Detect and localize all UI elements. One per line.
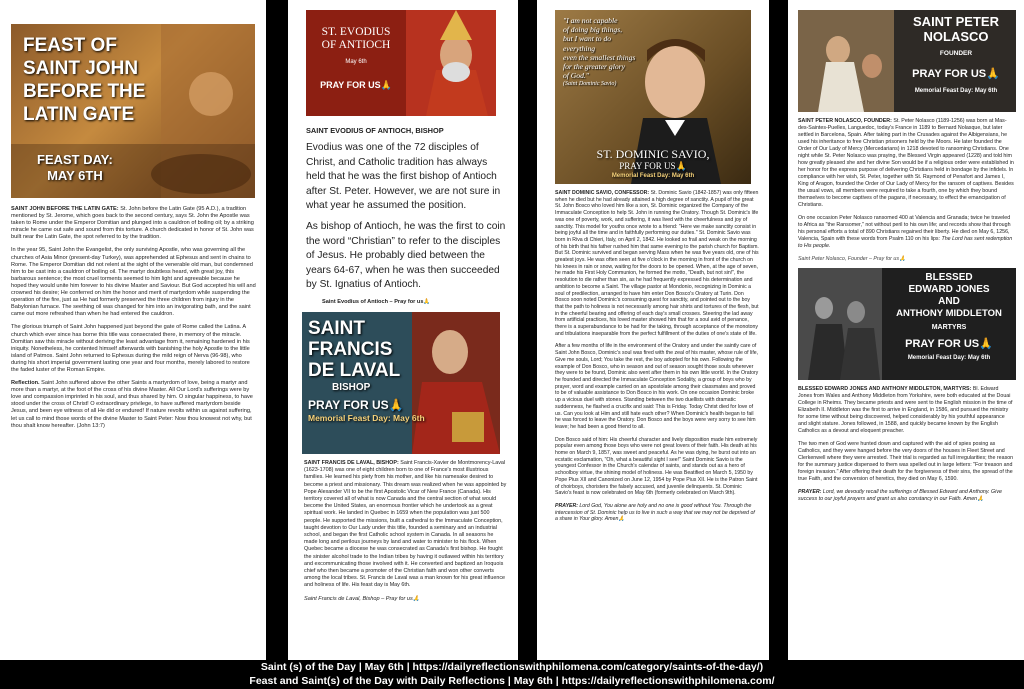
lead: SAINT PETER NOLASCO, FOUNDER: xyxy=(798,118,892,124)
banner-jones-middleton xyxy=(798,268,1016,380)
column-evodius-laval xyxy=(288,0,518,660)
feast-day: Memorial Feast Day: May 6th xyxy=(907,355,991,361)
lead: Reflection. xyxy=(11,380,40,387)
banner-line-2: OF ANTIOCH xyxy=(321,39,391,51)
lead: SAINT JOHN BEFORE THE LATIN GATE: xyxy=(11,206,119,212)
paragraph: After a few months of life in the environment of the Oratory and under the saintly care of Saint John Bosco, Dominic's soul was fired with the zeal of his master, whose rule of life, Give me souls, Lord; You take the rest, the boy adopted for his own. Following the example of Don Bosco, who in season and out of season sought those souls wherever they were to be found, Dominic also went after them in his own little world. In the Oratory he founded and directed the Immaculate Conception Sodality, a group of boys who by prayer, word and example carried on an apostolate among their classmates and proved to be of valuable assistance to Don Bosco in his work. On one occasion Dominic broke up a vicious duel with stones. Standing between the two duellists with dramatic suddenness, he flashed a crucifix and said: This is Friday. Today Christ died for love of us. Can you look at Him and still hate each other? When Dominic's health began to fail he was forced to leave the Oratory. Don Bosco and the boys were very sorry to see him leave; he had been a good friend to all. xyxy=(555,343,759,430)
prayer: PRAYER: Lord God, You alone are holy and no one is good without You. Through the intercession of St. Dominic help us to live in such a way that we may not be deprived of a share in Your glory. Amen🙏 xyxy=(555,502,755,523)
banner-line-1: SAINT xyxy=(308,318,365,340)
lead: SAINT DOMINIC SAVIO, CONFESSOR: xyxy=(555,190,650,196)
feast-day: Memorial Feast Day: May 6th xyxy=(611,173,695,179)
banner-evodius xyxy=(306,10,496,116)
quote-line: for the greater glory xyxy=(563,62,625,72)
paragraph: The glorious triumph of Saint John happened just beyond the gate of Rome called the Latina. A church which ever since has borne this title was consecrated there, in memory of the miracle. Domitian saw this miracle without deriving the least advantage from it, remaining hardened in his iniquity. Nonetheless, he contented himself afterwards with banishing the holy Apostle to the little island of Patmos. Saint John returned to Ephesus during the mild reign of Nerva (96-98), who during his short imperial government lasting one year and four months, merely labored to restore the faded luster of the Roman Empire. xyxy=(11,324,250,373)
pray-for-us: PRAY FOR US🙏 xyxy=(320,80,392,90)
banner-line-4: ANTHONY MIDDLETON xyxy=(896,308,1002,319)
paragraph: SAINT PETER NOLASCO, FOUNDER: St. Peter Nolasco (1189-1256) was born at Mas-des-Saintes-Puelles, Languedoc, today's France in 1189 to Bernard Nolasque, but later settled in Barcelona, Spain. After taking part in the Crusades against the Albigensians, he used his inheritance to free Christian prisoners held by the Moors. He later founded the Order of Our Lady of Mercy (Mercedarians) in 1218 devoted to ransoming Christians. One night while St. Peter Nolasco was praying, the Blessed Virgin appeared (1228) and told him how greatly pleased she and her divine Son would be if a religious order were established in her honor for the express purpose of delivering Christians held in bondage by the infidels. In compliance with her wish, St. Peter, together with St. Raymond of Penafort and James I, King of Aragon, founded the Order of Our Lady of Mercy for the ransom of captives. Besides the usual vows, all members were required to take a fourth, one by which they bound themselves to become captives of the pagans, if necessary, to effect the emancipation of Christians. xyxy=(798,118,1014,208)
paragraph: Reflection. Saint John suffered above the other Saints a martyrdom of love, being a martyr and more than a martyr, at the foot of the cross of his divine Master. All Our Lord's sufferings were by love and compassion imprinted in his soul, and thus shared by him. O singular happiness, to have stood under the cross of Christ! O extraordinary privilege, to have suffered martyrdom beside Jesus, and been eye witness of all He did or endured! If nature revolts within us against suffering, let us call to mind those words of the divine Master to Saint Peter: Now thou knowest not why, but thou shalt know hereafter. (John 13:7) xyxy=(11,380,253,429)
paragraph: As bishop of Antioch, he was the first to coin the word “Christian” to refer to the disciples of Jesus. He probably died between the years 64-67, when he was then succeeded by St. Ignatius of Antioch. xyxy=(306,220,506,291)
feast-day: Memorial Feast Day: May 6th xyxy=(308,413,425,424)
banner-line-1: FEAST OF xyxy=(23,35,117,56)
banner-peter-nolasco xyxy=(798,10,1016,112)
paragraph: SAINT JOHN BEFORE THE LATIN GATE: St. John before the Latin Gate (95 A.D.), a tradition mentioned by St. Jerome, which goes back to the second century, says St. John the Apostle was taken to Rome under the Emperor Domitian and plunged into a cauldron of boiling oil; by a striking miracle he came out safe and sound from this torture. A church dedicated in honor of St. John was built near the Latin Gate, the spot referred to by the tradition. xyxy=(11,206,254,241)
quote-attribution: (Saint Dominic Savio) xyxy=(563,81,617,88)
banner-laval xyxy=(302,312,500,454)
feast-day: Memorial Feast Day: May 6th xyxy=(914,88,998,94)
footer-line-1: Saint (s) of the Day | May 6th | https://dailyreflectionswithphilomena.com/category/saints-of-the-day/) xyxy=(260,661,764,673)
feast-day-label: FEAST DAY: xyxy=(37,152,113,167)
paragraph: Evodius was one of the 72 disciples of Christ, and Catholic tradition has always held that he was the first bishop of Antioch after St. Peter. However, we are not sure in what year he assumed the position. xyxy=(306,142,501,212)
paragraph: BLESSED EDWARD JONES AND ANTHONY MIDDLETON, MARTYRS: Bl. Edward Jones from Wales and Anthony Middleton from Yorkshire, were both educated at the Douai College in Rheims. They became priests and were sent to the English mission in the time of Elizabeth II. Middleton was the first to arrive in England, in 1586, and pursued the ministry for some time without being discovered, helped considerably by his youthful appearance and slight stature. Jones followed, in 1588, and quickly became known by the English Catholics as a devout and eloquent preacher. xyxy=(798,386,1013,434)
quote-line: "I am not capable xyxy=(563,16,618,25)
caption: Saint Francis de Laval, Bishop – Pray for us🙏 xyxy=(304,595,420,602)
paragraph: SAINT DOMINIC SAVIO, CONFESSOR: St. Dominic Savio (1842-1857) was only fifteen when he died but he had already attained a high degree of sanctity. A pupil of the great St. John Bosco who loved him like a son, St. Dominic organized the Company of the Immaculate Conception to help St. John in running the Oratory. Though St. Dominic's life was one of poverty, work, and suffering, it was lived with the cheerfulness and joy of sanctity. This model for youths once wrote to a friend: "Here we make sanctity consist in being joyful all the time and in faithfully performing our duties." St. Dominic Savio was born in Riva di Chieri, Italy, on April 2, 1842. He looked so frail and weak on the morning of his birth that his father rushed him that same evening to the parish church for Baptism. But St. Dominic survived and began serving Mass when he was five years old, one of his greatest joys. He was often seen at five o'clock in the morning in front of the church on his knees in rain or snow, waiting for the doors to be opened. When, at the age of seven, he made his First Holy Communion, he formed the motto, "Death, but not sin!", the resolution to die rather than sin, as he had frequently expressed his determination and ambition to become a Saint. The village pastor at Mondonio, recognizing in Dominic a soul of predilection, arranged to have him enter Don Bosco's Oratory at Turin. Don Bosco soon noted Dominic's consuming quest for sanctity, and pointed out to the boy that the path to holiness is not necessarily among hair shirts and tortures of the flesh, but in the cheerful bearing and offering of each day's small crosses. Steering the lad away from artificial practices, his loved master showed him that for a soul avid of penance, there is a superabundance to be had for the taking, through acceptance of the monotony and tribulations inseparable from the perfect fulfillment of the duties of one's state of life. xyxy=(555,190,759,337)
column-dominic-savio xyxy=(537,0,769,660)
pray-for-us: PRAY FOR US🙏 xyxy=(905,338,993,350)
footer-line-2: Feast and Saint(s) of the Day with Daily Reflections | May 6th | https://dailyreflectionswithphilomena.com/ xyxy=(249,675,775,687)
banner-line-3: AND xyxy=(938,296,960,307)
banner-line-1: SAINT PETER xyxy=(913,14,999,29)
banner-saint-john xyxy=(11,24,255,198)
banner-bishop: BISHOP xyxy=(332,382,371,394)
banner-martyrs: MARTYRS xyxy=(931,324,967,331)
paragraph: In the year 95, Saint John the Evangelist, the only surviving Apostle, who was governing all the churches of Asia Minor (present-day Turkey), was apprehended at Ephesus and sent in chains to Rome. The Emperor Domitian did not relent at the sight of the venerable old man, but condemned him to be cast into a cauldron of boiling oil. The martyr doubtless heard, with great joy, this barbarous sentence; the most cruel torments seemed to him light and agreeable because he hoped they would unite him forever to his divine Master and Saviour. But God accepted his will and crowned his desire; He conferred on him the honor and merit of martyrdom while suspending the operation of the fire, just as He had formerly preserved the three children from injury in the Babylonian furnace. The seething oil was changed for him into an invigorating bath, and the saint came out more refreshed than when he had entered the cauldron. xyxy=(11,247,256,318)
quote-line: of doing big things, xyxy=(563,25,623,35)
banner-date: May 6th xyxy=(345,59,367,65)
banner-founder: FOUNDER xyxy=(939,50,973,57)
banner-line-1: BLESSED xyxy=(925,272,973,283)
banner-line-3: DE LAVAL xyxy=(308,360,401,382)
prayer: PRAYER: Lord, we devoutly recall the sufferings of Blessed Edward and Anthony. Give success to our joyful prayers and grant us also constancy in our Faith. Amen🙏 xyxy=(798,489,1002,502)
paragraph: On one occasion Peter Nolasco ransomed 400 at Valencia and Granada; twice he traveled to Africa as "the Ransomer," not without peril to his own life; and records show that through his personal efforts a total of 890 Christians regained their liberty. He died on May 6, 1256, Valencia, Spain with these words from Psalm 110 on his lips: The Lord has sent redemption to His people. xyxy=(798,215,1013,249)
banner-name: ST. DOMINIC SAVIO, xyxy=(596,147,710,161)
quote-line: but I want to do xyxy=(563,34,612,44)
quote-line: everything xyxy=(563,43,596,53)
banner-dominic-savio xyxy=(555,10,751,184)
pray-for-us: PRAY FOR US🙏 xyxy=(619,161,687,171)
lead: PRAYER: xyxy=(555,502,578,509)
banner-line-3: BEFORE THE xyxy=(23,81,146,102)
psalm-quote: The Lord has sent redemption to His people. xyxy=(798,236,1013,249)
pray-for-us: PRAY FOR US🙏 xyxy=(308,398,404,413)
lead: PRAYER: xyxy=(798,489,822,495)
banner-line-2: FRANCIS xyxy=(308,339,393,361)
title: SAINT EVODIUS OF ANTIOCH, BISHOP xyxy=(306,126,444,135)
paragraph: Don Bosco said of him: His cheerful character and lively disposition made him extremely popular even among those boys who were not great lovers of their faith. His death at his home on March 9, 1857, was sweet and peaceful. As he was dying, he burst out into an ecstatic exclamation, "Oh, what a beautiful sight I see!" Saint Dominic Savio is the youngest Confessor in the Church's calendar of saints, and stands out as a hero of schoolboy virtue, the shining model of holiness. He was Beatified on March 5, 1950 by Pope Pius XII and Canonized on June 12, 1954 by Pope Pius XII. He is the Patron Saint of choirboys, choristers the falsely accused, and juvenile delinquents. St. Dominic Savio's feast is now celebrated on May 6th (formerly celebrated on March 9th). xyxy=(555,436,758,497)
paragraph: The two men of God were hunted down and captured with the aid of spies posing as Catholics, and they were hanged before the very doors of the houses in Fleet Street and Clerkenwell where they were arrested. Their trial is regarded as full irregularities; the reason for the summary justice dispensed to them was spelled out in large letters: "For treason and foreign invasion." After offering their death for the forgiveness of their sins, the spread of the true Faith, and the conversion of heretics, they died on May 6, 1590. xyxy=(798,441,1014,482)
feast-day-date: MAY 6TH xyxy=(47,168,103,183)
pray-for-us: PRAY FOR US🙏 xyxy=(912,68,1000,80)
quote-line: even the smallest things xyxy=(563,52,636,62)
quote-line: of God." xyxy=(563,71,589,81)
lead: BLESSED EDWARD JONES AND ANTHONY MIDDLETON, MARTYRS: xyxy=(798,386,972,392)
caption: Saint Peter Nolasco, Founder – Pray for us🙏 xyxy=(798,256,906,262)
banner-line-2: NOLASCO xyxy=(923,29,989,44)
banner-line-2: SAINT JOHN xyxy=(23,58,139,79)
banner-line-2: EDWARD JONES xyxy=(908,284,990,295)
column-saint-john xyxy=(0,0,266,660)
banner-line-4: LATIN GATE xyxy=(23,104,135,125)
paragraph: SAINT FRANCIS DE LAVAL, BISHOP: Saint Francis-Xavier de Montmorency-Laval (1623-1708) was one of eight children born to one of France's most illustrious families. He learned his piety from his mother, and like his namesake desired to become a priest and missionary. This dream was realized when he was appointed by Pope Alexander VII to be the first Apostolic Vicar of New France (Canada). His territory covered all of what is now Canada and the central section of what would become the United States, an enormous frontier which he undertook as a great spiritual work. He landed in Quebec in 1659 when the population was just 500 people. He supported the missions, built a cathedral to the Immaculate Conception, taught devotion to Our Lady under this title, founded a seminary and an industrial school, and began the first Catholic school system in Canada. In all seasons he made long and perilous journeys by land and water to minister to his flock. When Quebec became a diocese he was consecrated as Canada's first bishop. He fought the sinister alcohol trade to the Indian tribes by having it outlawed within his territory and excommunicating those involved with it. He converted and baptized an Iroquois chief who then became a promoter of the Christian faith and won other converts among the local tribes. St. Francis de Laval was a man known for his great influence and holiness of life. His feast day is May 6th. xyxy=(304,460,507,589)
banner-line-1: ST. EVODIUS xyxy=(321,26,391,38)
caption: Saint Evodius of Antioch – Pray for us🙏 xyxy=(322,298,431,305)
column-nolasco-jones xyxy=(788,0,1024,660)
lead: SAINT FRANCIS DE LAVAL, BISHOP: xyxy=(304,460,399,467)
